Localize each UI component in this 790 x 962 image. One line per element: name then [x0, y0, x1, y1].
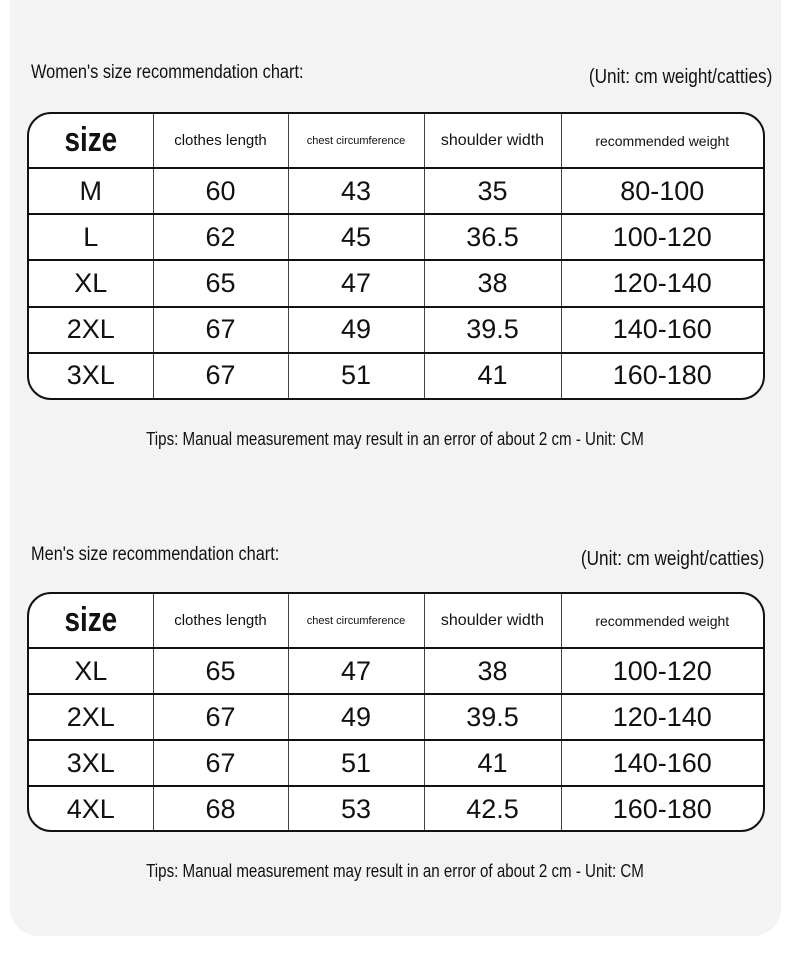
cell-clothes-length: 65 [153, 648, 288, 694]
cell-shoulder: 35 [424, 168, 561, 214]
cell-clothes-length: 65 [153, 260, 288, 306]
cell-size: M [29, 168, 153, 214]
cell-weight: 140-160 [561, 307, 763, 353]
header-weight: recommended weight [561, 594, 763, 648]
cell-weight: 140-160 [561, 740, 763, 786]
cell-shoulder: 39.5 [424, 694, 561, 740]
table-row [29, 694, 763, 740]
cell-weight: 80-100 [561, 168, 763, 214]
cell-chest: 51 [288, 353, 424, 398]
women-unit-note: (Unit: cm weight/catties) [588, 66, 772, 88]
cell-size: XL [29, 648, 153, 694]
cell-chest: 47 [288, 260, 424, 306]
cell-size: 2XL [29, 694, 153, 740]
cell-size: XL [29, 260, 153, 306]
cell-clothes-length: 67 [153, 740, 288, 786]
header-chest: chest circumference [288, 594, 424, 648]
table-row [29, 214, 763, 260]
cell-shoulder: 36.5 [424, 214, 561, 260]
cell-size: 4XL [29, 786, 153, 831]
men-chart-title: Men's size recommendation chart: [31, 544, 280, 565]
cell-chest: 49 [288, 307, 424, 353]
cell-size: L [29, 214, 153, 260]
cell-weight: 160-180 [612, 793, 712, 824]
header-size: size [40, 114, 142, 168]
header-clothes-length: clothes length [153, 114, 288, 168]
header-clothes-length: clothes length [153, 594, 288, 648]
header-chest: chest circumference [288, 114, 424, 168]
men-size-table [27, 592, 765, 832]
header-size: size [40, 594, 142, 648]
cell-shoulder: 39.5 [424, 307, 561, 353]
women-chart-title: Women's size recommendation chart: [31, 62, 304, 83]
cell-clothes-length: 68 [153, 786, 288, 831]
table-row [29, 786, 763, 831]
cell-shoulder: 41 [424, 353, 561, 398]
women-tips: Tips: Manual measurement may result in an error of about 2 cm - Unit: CM [146, 429, 644, 449]
cell-clothes-length: 67 [153, 307, 288, 353]
table-row [29, 648, 763, 694]
cell-clothes-length: 60 [153, 168, 288, 214]
header-shoulder: shoulder width [424, 594, 561, 648]
cell-chest: 49 [288, 694, 424, 740]
table-row [29, 740, 763, 786]
table-row [29, 168, 763, 214]
cell-chest: 53 [288, 786, 424, 831]
table-row [29, 353, 763, 398]
table-row [29, 260, 763, 306]
cell-shoulder: 38 [424, 260, 561, 306]
table-header-row [29, 114, 763, 168]
cell-weight: 120-140 [561, 260, 763, 306]
cell-chest: 45 [288, 214, 424, 260]
table-row [29, 307, 763, 353]
table-header-row [29, 594, 763, 648]
cell-shoulder: 38 [424, 648, 561, 694]
cell-shoulder: 42.5 [424, 786, 561, 831]
cell-size: 3XL [29, 740, 153, 786]
women-size-table [27, 112, 765, 400]
cell-shoulder: 41 [424, 740, 561, 786]
women-rows [29, 168, 763, 398]
cell-clothes-length: 67 [153, 694, 288, 740]
header-weight: recommended weight [561, 114, 763, 168]
cell-weight: 100-120 [561, 214, 763, 260]
cell-size: 2XL [29, 307, 153, 353]
cell-chest: 47 [288, 648, 424, 694]
cell-weight: 120-140 [561, 694, 763, 740]
men-tips: Tips: Manual measurement may result in an error of about 2 cm - Unit: CM [146, 861, 644, 881]
cell-clothes-length: 62 [153, 214, 288, 260]
cell-weight: 100-120 [561, 648, 763, 694]
header-shoulder: shoulder width [424, 114, 561, 168]
cell-size: 3XL [29, 353, 153, 398]
cell-chest: 43 [288, 168, 424, 214]
cell-chest: 51 [288, 740, 424, 786]
cell-weight: 160-180 [612, 360, 712, 391]
cell-clothes-length: 67 [153, 353, 288, 398]
men-rows [29, 648, 763, 831]
men-unit-note: (Unit: cm weight/catties) [580, 548, 764, 570]
